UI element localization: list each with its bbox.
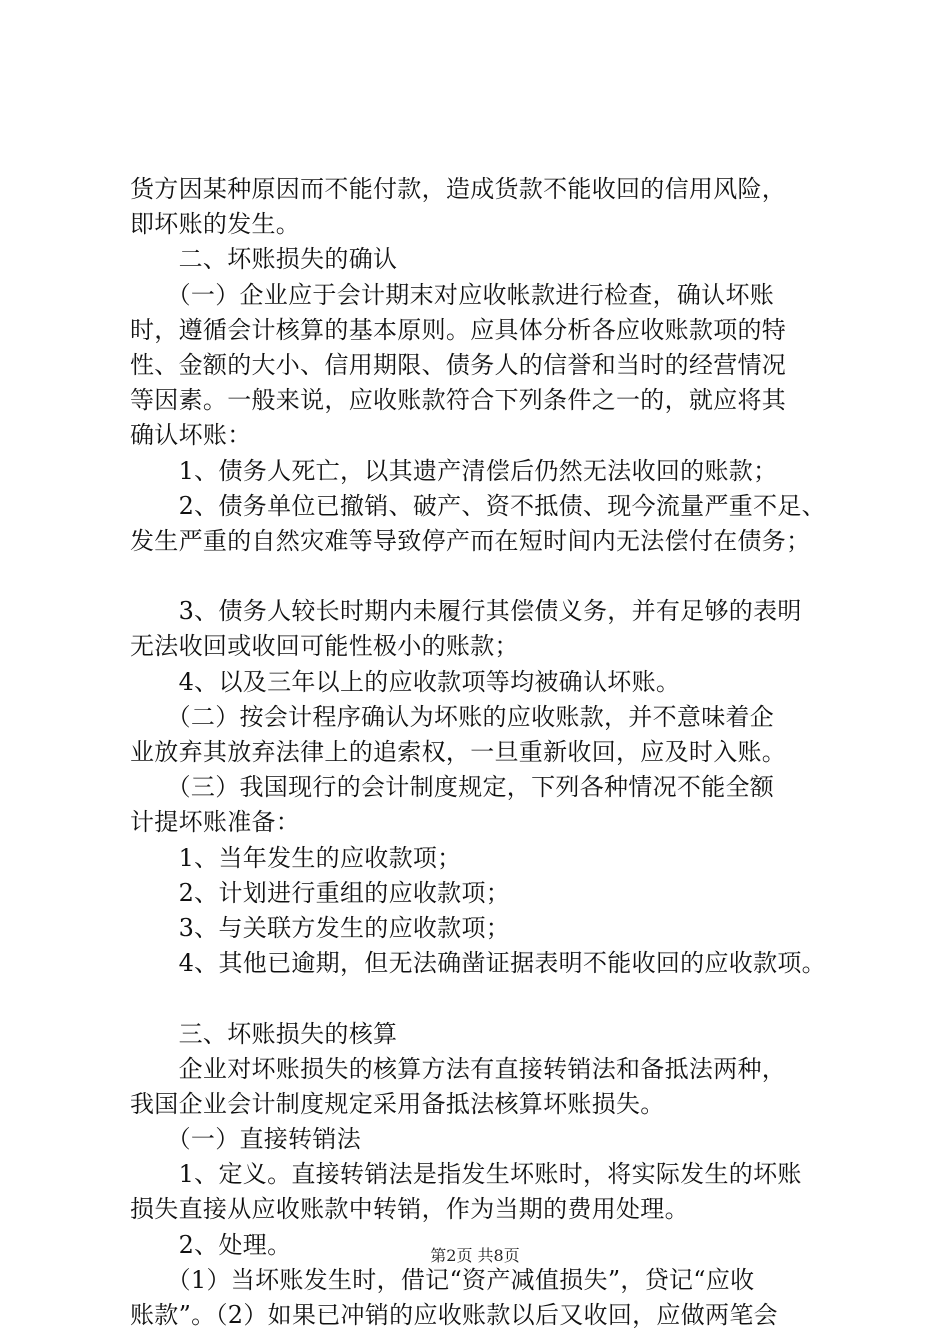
text-line: （三）我国现行的会计制度规定，下列各种情况不能全额 bbox=[130, 773, 775, 802]
text-line: 损失直接从应收账款中转销，作为当期的费用处理。 bbox=[130, 1195, 689, 1224]
text-line: 确认坏账： bbox=[130, 421, 252, 450]
text-line: （1）当坏账发生时，借记“资产减值损失”，贷记“应收 bbox=[130, 1265, 755, 1294]
text-line: 等因素。一般来说，应收账款符合下列条件之一的，就应将其 bbox=[130, 386, 787, 415]
page-number-footer: 第2页 共8页 bbox=[430, 1246, 520, 1265]
blank-line bbox=[130, 559, 850, 594]
blank-line bbox=[130, 981, 850, 1016]
text-line: 我国企业会计制度规定采用备抵法核算坏账损失。 bbox=[130, 1089, 665, 1118]
text-line: （一）直接转销法 bbox=[130, 1125, 361, 1154]
text-line: 2、计划进行重组的应收款项； bbox=[130, 878, 511, 907]
text-line: 4、以及三年以上的应收款项等均被确认坏账。 bbox=[130, 667, 681, 696]
text-line: 3、与关联方发生的应收款项； bbox=[130, 913, 511, 942]
document-body bbox=[130, 172, 850, 1333]
text-line: 1、债务人死亡，以其遗产清偿后仍然无法收回的账款； bbox=[130, 456, 778, 485]
text-line: 2、债务单位已撤销、破产、资不抵债、现今流量严重不足、 bbox=[130, 491, 826, 520]
text-line: 即坏账的发生。 bbox=[130, 210, 301, 239]
text-line: 时，遵循会计核算的基本原则。应具体分析各应收账款项的特 bbox=[130, 315, 787, 344]
text-line: 发生严重的自然灾难等导致停产而在短时间内无法偿付在债务； bbox=[130, 526, 811, 555]
text-line: 1、当年发生的应收款项； bbox=[130, 843, 462, 872]
text-line: 账款”。（2）如果已冲销的应收账款以后又收回，应做两笔会 bbox=[130, 1301, 778, 1329]
text-line: 二、坏账损失的确认 bbox=[130, 245, 398, 274]
text-line: （一）企业应于会计期末对应收帐款进行检查，确认坏账 bbox=[130, 280, 775, 309]
text-line: （二）按会计程序确认为坏账的应收账款，并不意味着企 bbox=[130, 702, 775, 731]
text-line: 计提坏账准备： bbox=[130, 808, 301, 837]
text-line: 2、处理。 bbox=[130, 1230, 292, 1259]
text-line: 货方因某种原因而不能付款，造成货款不能收回的信用风险， bbox=[130, 175, 787, 203]
text-line: 4、其他已逾期，但无法确凿证据表明不能收回的应收款项。 bbox=[130, 949, 826, 978]
text-line: 性、金额的大小、信用期限、债务人的信誉和当时的经营情况 bbox=[130, 350, 787, 379]
text-line: 1、定义。直接转销法是指发生坏账时，将实际发生的坏账 bbox=[130, 1160, 802, 1189]
text-line: 企业对坏账损失的核算方法有直接转销法和备抵法两种， bbox=[130, 1054, 787, 1083]
text-line: 无法收回或收回可能性极小的账款； bbox=[130, 632, 519, 661]
text-line: 三、坏账损失的核算 bbox=[130, 1019, 398, 1048]
text-line: 业放弃其放弃法律上的追索权，一旦重新收回，应及时入账。 bbox=[130, 738, 787, 766]
text-line: 3、债务人较长时期内未履行其偿债义务，并有足够的表明 bbox=[130, 597, 802, 626]
